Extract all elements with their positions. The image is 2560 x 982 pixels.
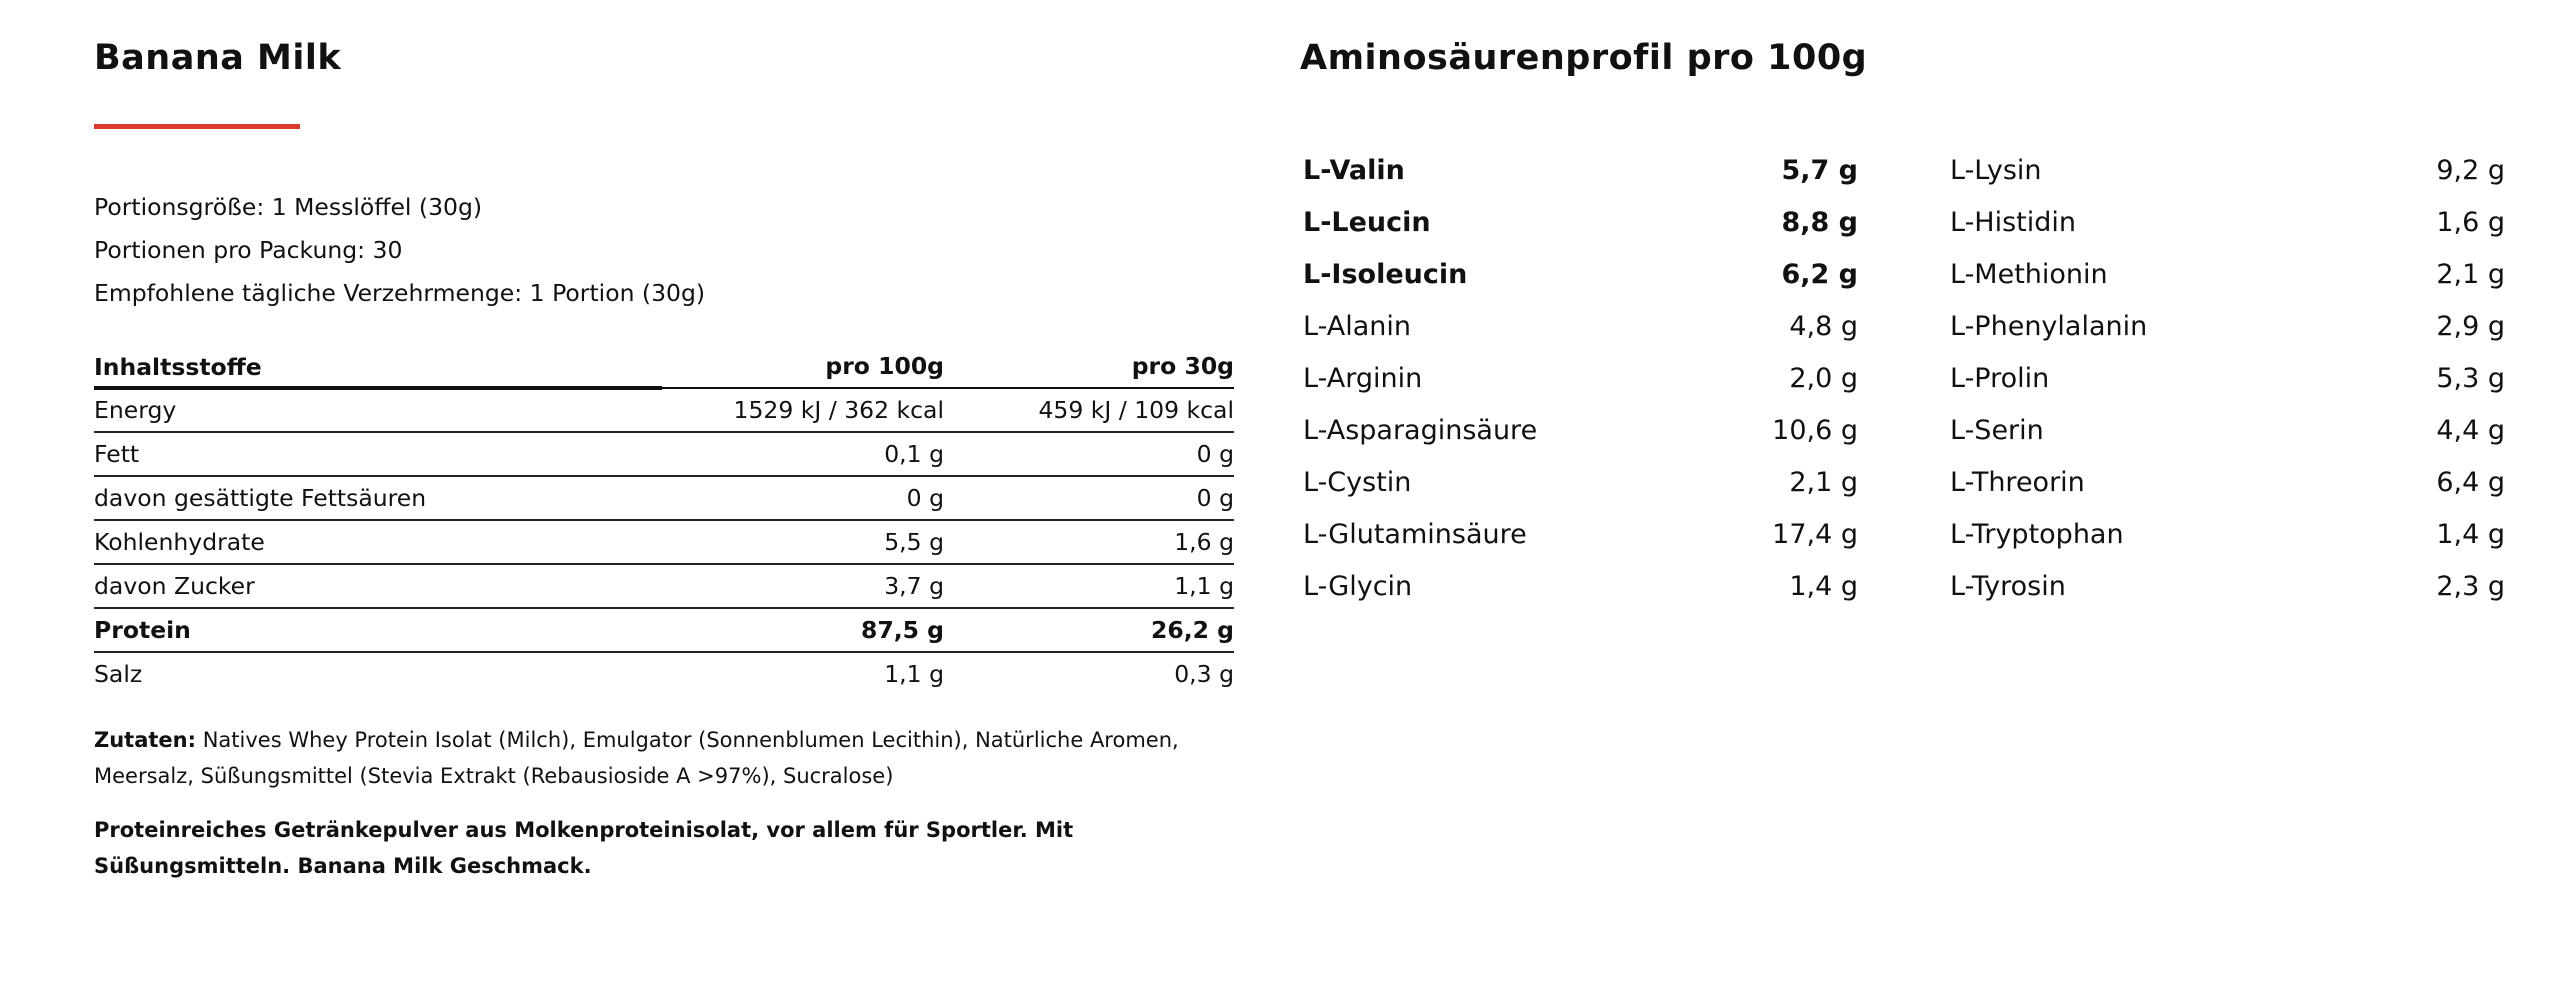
amino-name: L-Tryptophan [1950,518,2124,550]
amino-value: 6,4 g [2436,466,2505,498]
list-item [1950,248,2505,300]
list-item [1303,352,1858,404]
product-claim: Proteinreiches Getränkepulver aus Molkenproteinisolat, vor allem für Sportler. Mit Süßungsmitteln. Banana Milk Geschmack. [94,818,1074,878]
amino-profile-title: Aminosäurenprofil pro 100g [1300,38,1868,78]
table-row [94,608,1234,652]
column-header-per-100g: pro 100g [659,345,944,388]
amino-value: 2,1 g [2436,258,2505,290]
nutrition-table [94,345,1234,695]
amino-name: L-Glutaminsäure [1303,518,1527,550]
nutrient-per-30g: 1,6 g [944,520,1234,564]
amino-value: 6,2 g [1781,258,1858,290]
amino-name: L-Glycin [1303,570,1413,602]
nutrient-per-30g: 26,2 g [944,608,1234,652]
amino-column-right [1950,144,2505,612]
amino-name: L-Phenylalanin [1950,310,2148,342]
amino-name: L-Serin [1950,414,2044,446]
product-title: Banana Milk [94,38,342,78]
nutrient-name: davon Zucker [94,564,659,608]
nutrient-name: Kohlenhydrate [94,520,659,564]
list-item [1950,456,2505,508]
list-item [1950,352,2505,404]
amino-value: 17,4 g [1772,518,1858,550]
list-item [1303,300,1858,352]
amino-name: L-Cystin [1303,466,1412,498]
table-row [94,652,1234,695]
nutrient-name: Salz [94,660,143,688]
amino-name: L-Arginin [1303,362,1423,394]
nutrient-per-100g: 3,7 g [659,564,944,608]
amino-name: L-Histidin [1950,206,2077,238]
table-row [94,432,1234,476]
nutrient-name: Protein [94,608,659,652]
amino-value: 5,3 g [2436,362,2505,394]
amino-value: 2,1 g [1789,466,1858,498]
amino-column-left [1303,144,1858,612]
table-row [94,564,1234,608]
nutrition-header-row [94,345,1234,388]
amino-value: 10,6 g [1772,414,1858,446]
amino-value: 2,0 g [1789,362,1858,394]
servings-per-pack: Portionen pro Packung: 30 [94,236,403,264]
table-row [94,520,1234,564]
amino-name: L-Asparaginsäure [1303,414,1538,446]
nutrient-per-30g: 1,1 g [944,564,1234,608]
amino-name: L-Alanin [1303,310,1411,342]
amino-value: 1,6 g [2436,206,2505,238]
nutrient-name: Energy [94,388,659,432]
amino-name: L-Threorin [1950,466,2085,498]
nutrient-per-100g: 1,1 g [884,660,944,688]
amino-name: L-Isoleucin [1303,258,1468,290]
nutrient-per-100g: 0 g [659,476,944,520]
amino-value: 2,9 g [2436,310,2505,342]
list-item [1950,196,2505,248]
amino-value: 8,8 g [1781,206,1858,238]
amino-name: L-Lysin [1950,154,2042,186]
ingredients-label: Zutaten: [94,728,197,752]
ingredients-list: Natives Whey Protein Isolat (Milch), Emulgator (Sonnenblumen Lecithin), Natürliche Aromen, Meersalz, Süßungsmittel (Stevia Extrakt (Rebausioside A >97%), Sucralose) [94,728,1179,788]
list-item [1303,248,1858,300]
ingredients-text [94,722,1194,794]
amino-name: L-Prolin [1950,362,2050,394]
title-accent-line [94,124,300,129]
amino-value: 4,4 g [2436,414,2505,446]
amino-value: 1,4 g [2436,518,2505,550]
list-item [1303,144,1858,196]
serving-info [94,186,705,315]
list-item [1950,508,2505,560]
serving-size: Portionsgröße: 1 Messlöffel (30g) [94,193,483,221]
list-item [1303,560,1858,612]
column-header-per-30g: pro 30g [944,345,1234,388]
nutrient-per-30g: 0,3 g [1174,660,1234,688]
amino-name: L-Methionin [1950,258,2108,290]
list-item [1303,508,1858,560]
amino-value: 2,3 g [2436,570,2505,602]
nutrient-per-30g: 0 g [944,432,1234,476]
recommended-intake: Empfohlene tägliche Verzehrmenge: 1 Portion (30g) [94,279,706,307]
list-item [1950,144,2505,196]
nutrient-name: davon gesättigte Fettsäuren [94,476,659,520]
table-row [94,476,1234,520]
amino-value: 9,2 g [2436,154,2505,186]
list-item [1303,456,1858,508]
list-item [1950,404,2505,456]
amino-name: L-Leucin [1303,206,1431,238]
nutrient-per-30g: 0 g [944,476,1234,520]
nutrient-per-100g: 0,1 g [659,432,944,476]
amino-value: 5,7 g [1781,154,1858,186]
list-item [1303,196,1858,248]
list-item [1950,560,2505,612]
nutrient-per-100g: 87,5 g [659,608,944,652]
nutrient-name: Fett [94,432,659,476]
amino-value: 1,4 g [1789,570,1858,602]
column-header-ingredients: Inhaltsstoffe [94,345,659,388]
list-item [1950,300,2505,352]
amino-name: L-Valin [1303,154,1405,186]
amino-name: L-Tyrosin [1950,570,2066,602]
table-row [94,388,1234,432]
nutrient-per-30g: 459 kJ / 109 kcal [944,388,1234,432]
list-item [1303,404,1858,456]
amino-value: 4,8 g [1789,310,1858,342]
nutrient-per-100g: 5,5 g [659,520,944,564]
nutrient-per-100g: 1529 kJ / 362 kcal [659,388,944,432]
